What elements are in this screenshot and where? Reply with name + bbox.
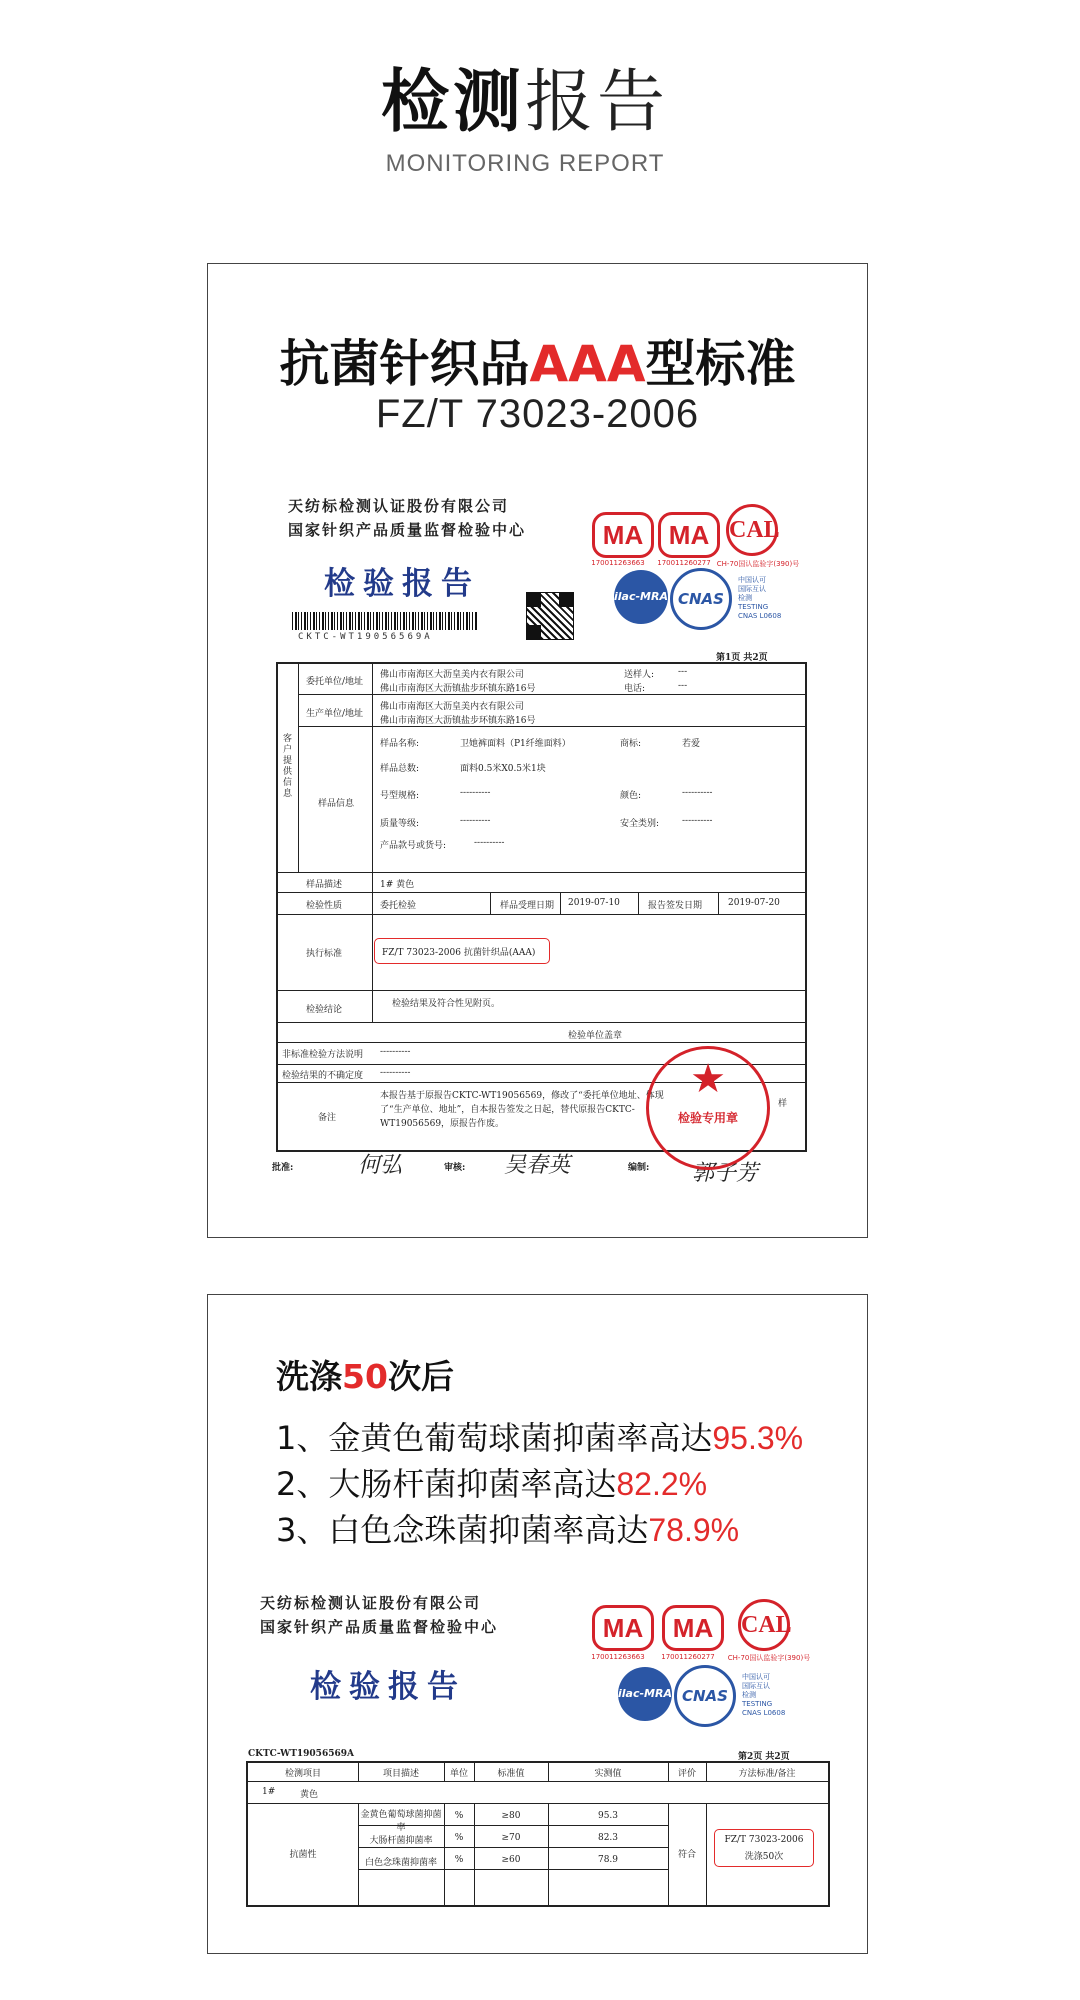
std-label: 执行标准 — [306, 949, 343, 959]
nonstd-label: 非标准检验方法说明 — [282, 1050, 364, 1060]
sample-color: 黄色 — [300, 1790, 319, 1800]
cnas-icon: CNAS — [674, 1665, 736, 1727]
standard-title: 抗菌针织品AAA型标准 — [279, 335, 796, 393]
evaluation: 符合 — [677, 1850, 696, 1860]
conclusion-label: 检验结论 — [306, 1005, 343, 1015]
result-line: 3、白色念珠菌抑菌率高达78.9% — [276, 1511, 740, 1549]
ma-number: 170011263663 — [591, 559, 645, 567]
ma-icon: MA — [662, 1605, 724, 1651]
col-header: 检测项目 — [284, 1769, 321, 1779]
col-header: 方法标准/备注 — [738, 1769, 796, 1779]
seal-note: 检验单位盖章 — [568, 1031, 623, 1041]
approve-signature: 何弘 — [358, 1153, 403, 1178]
result-table — [246, 1761, 830, 1907]
report-title: 检验报告 — [310, 1669, 466, 1705]
desc-label: 样品描述 — [306, 880, 343, 890]
org-subname: 国家针织产品质量监督检验中心 — [260, 1618, 499, 1636]
remark-tail: 样 — [778, 1099, 788, 1109]
row-unit: % — [454, 1855, 464, 1865]
report-title: 检验报告 — [324, 566, 480, 602]
cnas-icon: CNAS — [670, 568, 732, 630]
seal-text: 检验专用章 — [677, 1111, 738, 1125]
desc-value: 1# 黄色 — [380, 880, 415, 890]
col-header: 评价 — [677, 1769, 696, 1779]
row-std: ≥60 — [501, 1855, 521, 1865]
ma-number: 170011260277 — [657, 559, 711, 567]
safety-label: 安全类别: — [620, 819, 660, 829]
sample-name: 卫她裤面料（P1纤维面料） — [460, 739, 571, 749]
sample-id: 1# — [262, 1787, 276, 1797]
approve-label: 批准: — [272, 1163, 294, 1173]
row-desc: 大肠杆菌抑菌率 — [369, 1836, 433, 1846]
brand-value: 若爱 — [682, 739, 701, 749]
producer-label: 生产单位/地址 — [306, 709, 364, 719]
cal-icon: CAL — [738, 1599, 790, 1651]
row-std: ≥70 — [501, 1833, 521, 1843]
row-desc: 金黄色葡萄球菌抑菌率 — [360, 1810, 442, 1833]
sample-total-label: 样品总数: — [380, 764, 420, 774]
grade-value: ---------- — [460, 816, 491, 826]
edit-signature: 郭子芳 — [692, 1161, 759, 1186]
standard-code: FZ/T 73023-2006 — [375, 392, 700, 436]
sender-label: 送样人: — [624, 670, 655, 680]
sample-name-label: 样品名称: — [380, 739, 420, 749]
star-icon: ★ — [690, 1056, 726, 1102]
qr-code — [526, 592, 574, 640]
phone-label: 电话: — [624, 684, 646, 694]
model-label: 号型规格: — [380, 791, 420, 801]
col-header: 单位 — [449, 1769, 468, 1779]
wash-title: 洗涤50次后 — [276, 1357, 454, 1396]
method-note: 洗涤50次 — [744, 1852, 784, 1862]
color-value: ---------- — [682, 788, 713, 798]
conclusion-value: 检验结果及符合性见附页。 — [392, 999, 501, 1009]
ilac-icon: ilac-MRA — [618, 1667, 672, 1721]
grade-label: 质量等级: — [380, 819, 420, 829]
method-standard: FZ/T 73023-2006 — [724, 1835, 804, 1845]
phone-value: --- — [678, 681, 688, 691]
report-number: CKTC-WT19056569A — [248, 1749, 354, 1759]
edit-label: 编制: — [628, 1163, 650, 1173]
remark-line: WT19056569，原报告作废。 — [380, 1119, 505, 1129]
group-label: 抗菌性 — [289, 1850, 317, 1860]
color-label: 颜色: — [620, 791, 642, 801]
sender-value: --- — [678, 667, 688, 677]
cal-caption: CH-70国认监验字(390)号 — [727, 1654, 811, 1662]
barcode-text: CKTC-WT19056569A — [298, 632, 433, 642]
barcode — [292, 612, 478, 630]
remark-line: 本报告基于原报告CKTC-WT19056569，修改了“委托单位地址、体现 — [380, 1091, 664, 1101]
page-title: 检测报告 — [380, 63, 670, 142]
article-value: ---------- — [474, 838, 505, 848]
page-number: 第2页 共2页 — [738, 1752, 790, 1762]
cal-caption: CH-70国认监验字(390)号 — [716, 560, 800, 568]
page-subtitle: MONITORING REPORT — [385, 150, 665, 177]
page-number: 第1页 共2页 — [716, 653, 768, 663]
client-name: 佛山市南海区大沥皇美内衣有限公司 — [380, 670, 525, 680]
uncert-value: ---------- — [380, 1068, 411, 1078]
article-label: 产品款号或货号: — [380, 841, 447, 851]
official-seal — [646, 1046, 770, 1170]
row-std: ≥80 — [501, 1811, 521, 1821]
org-name: 天纺标检测认证股份有限公司 — [260, 1594, 482, 1612]
row-unit: % — [454, 1811, 464, 1821]
cnas-text: 中国认可 国际互认 检测 TESTING CNAS L0608 — [738, 576, 782, 620]
report-card-2 — [207, 1294, 868, 1954]
sample-total: 面料0.5米X0.5米1块 — [460, 764, 546, 774]
row-desc: 白色念珠菌抑菌率 — [364, 1858, 437, 1868]
ilac-icon: ilac-MRA — [614, 570, 668, 624]
col-header: 标准值 — [497, 1769, 525, 1779]
row-value: 78.9 — [597, 1855, 619, 1865]
uncert-label: 检验结果的不确定度 — [282, 1071, 364, 1081]
org-subname: 国家针织产品质量监督检验中心 — [288, 521, 527, 539]
client-address: 佛山市南海区大沥镇盐步环镇东路16号 — [380, 684, 536, 694]
ma-icon: MA — [592, 1605, 654, 1651]
issue-date: 2019-07-20 — [728, 898, 780, 908]
result-line: 1、金黄色葡萄球菌抑菌率高达95.3% — [276, 1419, 804, 1457]
producer-address: 佛山市南海区大沥镇盐步环镇东路16号 — [380, 716, 536, 726]
nonstd-value: ---------- — [380, 1047, 411, 1057]
col-header: 项目描述 — [382, 1769, 419, 1779]
row-value: 82.3 — [597, 1833, 619, 1843]
remark-line: 了“生产单位、地址”，自本报告签发之日起，替代原报告CKTC- — [380, 1105, 635, 1115]
org-name: 天纺标检测认证股份有限公司 — [288, 497, 510, 515]
result-line: 2、大肠杆菌抑菌率高达82.2% — [276, 1465, 708, 1503]
client-label: 委托单位/地址 — [306, 677, 364, 687]
sample-info-label: 样品信息 — [318, 799, 355, 809]
receive-date: 2019-07-10 — [568, 898, 620, 908]
receive-label: 样品受理日期 — [500, 901, 555, 911]
ma-icon: MA — [592, 512, 654, 558]
nature-value: 委托检验 — [380, 901, 417, 911]
ma-number: 170011260277 — [661, 1653, 715, 1661]
model-value: ---------- — [460, 788, 491, 798]
cal-icon: CAL — [726, 504, 778, 556]
issue-label: 报告签发日期 — [648, 901, 703, 911]
brand-label: 商标: — [620, 739, 642, 749]
review-label: 审核: — [444, 1163, 466, 1173]
producer-name: 佛山市南海区大沥皇美内衣有限公司 — [380, 702, 525, 712]
ma-number: 170011263663 — [591, 1653, 645, 1661]
std-value: FZ/T 73023-2006 抗菌针织品(AAA) — [382, 948, 536, 958]
ma-icon: MA — [658, 512, 720, 558]
review-signature: 吴春英 — [504, 1153, 571, 1178]
row-value: 95.3 — [597, 1811, 619, 1821]
cnas-text: 中国认可 国际互认 检测 TESTING CNAS L0608 — [742, 1673, 786, 1717]
side-label: 客户提供信息 — [283, 734, 293, 799]
remark-label: 备注 — [318, 1113, 337, 1123]
report-card-1 — [207, 263, 868, 1238]
safety-value: ---------- — [682, 816, 713, 826]
nature-label: 检验性质 — [306, 901, 343, 911]
row-unit: % — [454, 1833, 464, 1843]
col-header: 实测值 — [594, 1769, 622, 1779]
